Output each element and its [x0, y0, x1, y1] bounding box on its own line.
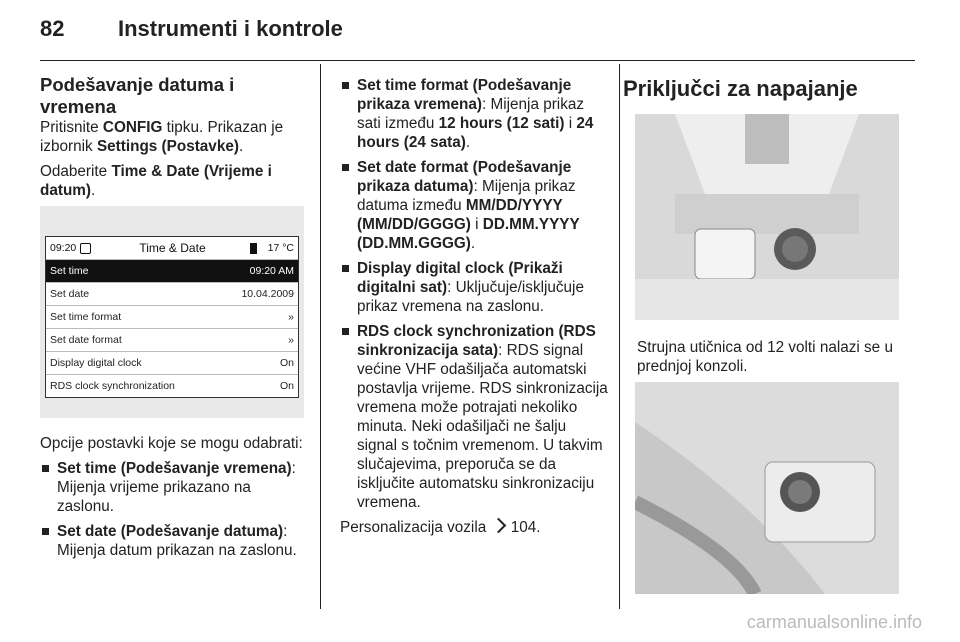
section-heading-power-outlets: Priključci za napajanje [623, 76, 858, 101]
section-heading-date-time: Podešavanje datuma i vremena [40, 74, 235, 117]
options-list-1 [40, 459, 308, 560]
column-divider-2 [619, 64, 620, 609]
paragraph-select: Odaberite Time & Date (Vrijeme i datum). [40, 163, 272, 199]
bullet-icon [342, 82, 349, 89]
list-item: Set time (Podešavanje vremena): Mijenja vrijeme prikazano na zaslonu. [40, 459, 308, 516]
list-item: Display digital clock (Prikaži digitalni sat): Uključuje/isključuje prikaz vremena na zaslonu. [340, 259, 610, 316]
paragraph-config: Pritisnite CONFIG tipku. Prikazan je izbornik Settings (Postavke). [40, 119, 284, 155]
list-item: Set time format (Podešavanje prikaza vremena): Mijenja prikaz sati između 12 hours (12 sati) i 24 hours (24 sata). [340, 76, 610, 152]
watermark: carmanualsonline.info [746, 612, 922, 632]
link-personalization[interactable]: Personalizacija vozila [340, 519, 487, 536]
screen-clock: 09:20 [50, 241, 77, 254]
photo-caption: Strujna utičnica od 12 volti nalazi se u prednjoj konzoli. [637, 339, 893, 375]
column-3 [623, 76, 919, 375]
list-item: Set date (Podešavanje datuma): Mijenja datum prikazan na zaslonu. [40, 522, 308, 560]
bullet-icon [42, 465, 49, 472]
bullet-icon [342, 328, 349, 335]
screen-status-bar [46, 237, 298, 259]
list-item: RDS clock synchronization (RDS sinkronizacija sata): RDS signal većine VHF odašiljača automatski postavlja vrijeme. RDS sinkronizacija vremena može potrajati nekoliko minuta. Neki odašiljači ne šalju signal s točnim vremenom. U takvim slučajevima, preporuča se da isključite automatsku sinkronizaciju vremena. [340, 322, 610, 512]
screen-title: Time & Date [139, 240, 206, 255]
column-2 [340, 76, 610, 543]
page-reference-arrow-icon [490, 518, 506, 534]
display-screenshot [40, 206, 304, 418]
page-number: 82 [40, 16, 65, 41]
menu-row-set-date: Set date 10.04.2009 [46, 282, 298, 305]
page-header-title: Instrumenti i kontrole [118, 16, 343, 41]
header-divider [40, 60, 915, 61]
menu-row-time-format: Set time format » [46, 305, 298, 328]
bullet-icon [42, 528, 49, 535]
options-list-2 [340, 76, 610, 512]
clock-icon [80, 243, 91, 254]
list-item: Set date format (Podešavanje prikaza datuma): Mijenja prikaz datuma između MM/DD/YYYY (MM/DD/GGGG) i DD.MM.YYYY (DD.MM.GGGG). [340, 158, 610, 253]
paragraph-personalization: Personalizacija vozila 104. [340, 519, 541, 536]
power-outlet-console-photo [635, 382, 899, 594]
column-divider-1 [320, 64, 321, 609]
power-outlet-photo [635, 114, 899, 320]
screen-temperature: 17 °C [267, 241, 294, 254]
bullet-icon [342, 265, 349, 272]
menu-row-date-format: Set date format » [46, 328, 298, 351]
column-1 [40, 74, 308, 566]
phone-icon [250, 243, 257, 254]
menu-row-digital-clock: Display digital clock On [46, 351, 298, 374]
paragraph-options: Opcije postavki koje se mogu odabrati: [40, 435, 303, 452]
bullet-icon [342, 164, 349, 171]
time-date-screen [45, 236, 299, 398]
menu-row-set-time: Set time 09:20 AM [46, 259, 298, 282]
menu-row-rds-sync: RDS clock synchronization On [46, 374, 298, 397]
